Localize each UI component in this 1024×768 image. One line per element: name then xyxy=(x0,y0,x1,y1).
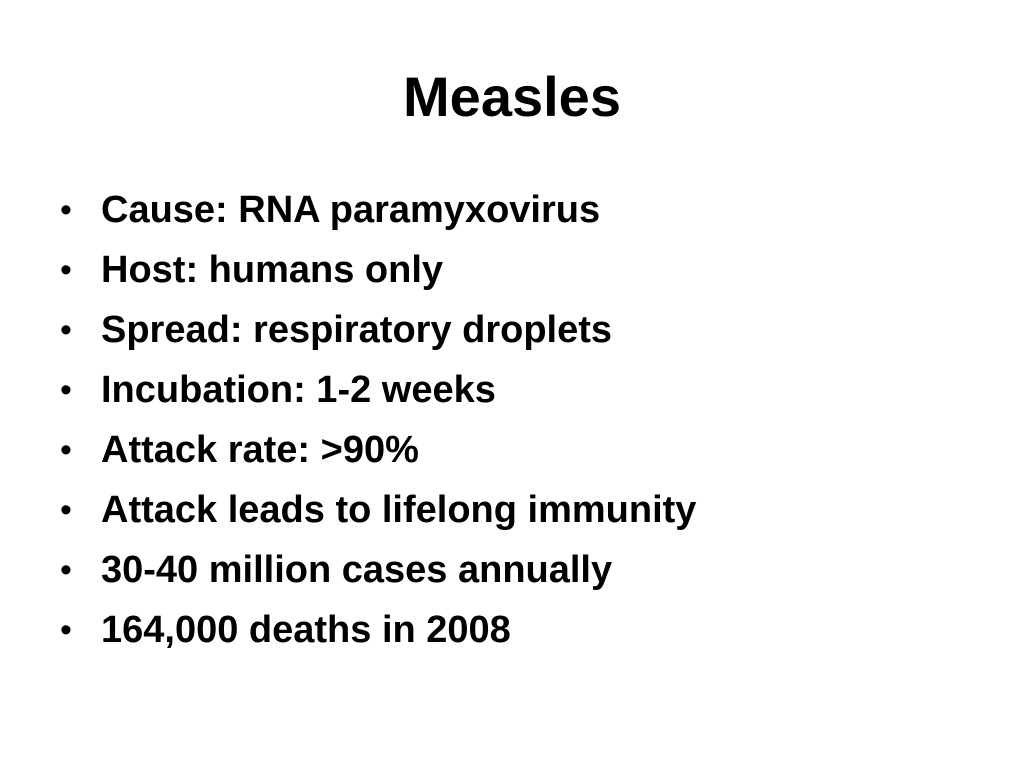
bullet-marker: • xyxy=(60,431,72,469)
bullet-text-deaths: 164,000 deaths in 2008 xyxy=(101,609,511,651)
bullet-item xyxy=(60,300,980,360)
bullet-text-cause: Cause: RNA paramyxovirus xyxy=(101,189,601,231)
bullet-item xyxy=(60,420,980,480)
bullet-marker: • xyxy=(60,371,72,409)
bullet-marker: • xyxy=(60,551,72,589)
bullet-text-spread: Spread: respiratory droplets xyxy=(101,309,613,351)
bullet-text-incubation: Incubation: 1-2 weeks xyxy=(101,369,496,411)
bullet-list xyxy=(60,180,980,660)
bullet-item xyxy=(60,360,980,420)
bullet-marker: • xyxy=(60,191,72,229)
bullet-item xyxy=(60,240,980,300)
bullet-text-host: Host: humans only xyxy=(101,249,444,291)
bullet-item xyxy=(60,480,980,540)
bullet-text-cases: 30-40 million cases annually xyxy=(101,549,613,591)
bullet-marker: • xyxy=(60,311,72,349)
bullet-marker: • xyxy=(60,251,72,289)
bullet-text-attack-rate: Attack rate: >90% xyxy=(101,429,419,471)
bullet-item xyxy=(60,540,980,600)
bullet-marker: • xyxy=(60,611,72,649)
bullet-text-immunity: Attack leads to lifelong immunity xyxy=(101,489,697,531)
bullet-item xyxy=(60,180,980,240)
slide-title: Measles xyxy=(403,65,621,128)
bullet-marker: • xyxy=(60,491,72,529)
bullet-item xyxy=(60,600,980,660)
